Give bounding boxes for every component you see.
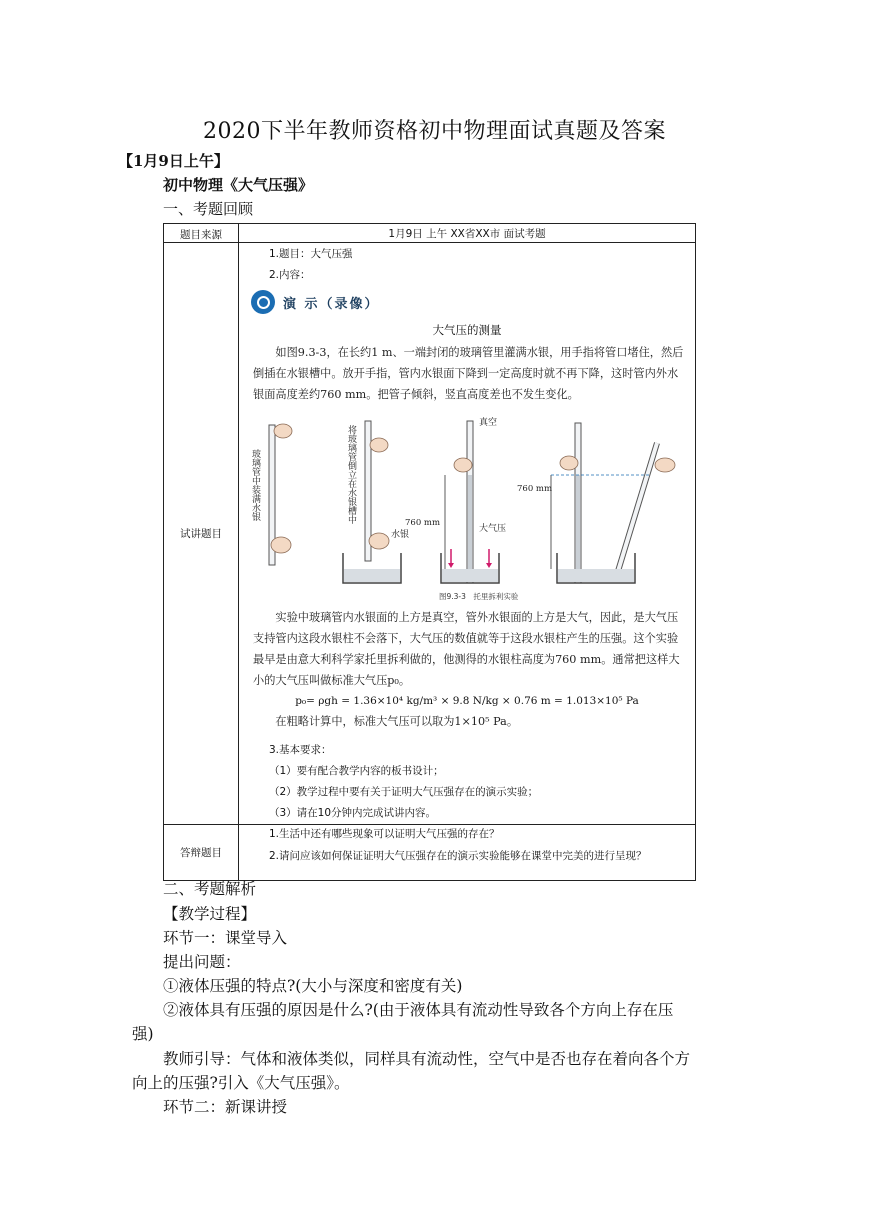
label-760-a: 760 mm <box>405 518 441 528</box>
question-2-line-2: 强) <box>132 1025 154 1043</box>
panel-invert-tube <box>343 421 409 583</box>
label-fill-tube: 玻璃管中装满水银 <box>250 449 260 521</box>
requirement-3: （3）请在10分钟内完成试讲内容。 <box>269 807 437 819</box>
section-analysis-heading: 二、考题解析 <box>163 880 257 898</box>
defense-question-1: 1.生活中还有哪些现象可以证明大气压强的存在？ <box>269 828 500 840</box>
trial-content <box>239 243 696 825</box>
trial-content-label: 2.内容： <box>269 269 311 281</box>
label-760-b: 760 mm <box>517 484 553 494</box>
session-heading: 【1月9日上午】 <box>118 152 229 170</box>
figure-caption: 图9.3-3 托里拆利实验 <box>439 592 519 601</box>
demo-icon <box>251 290 275 314</box>
teacher-guide-line-2: 向上的压强?引入《大气压强》。 <box>132 1074 350 1092</box>
defense-label: 答辩题目 <box>164 825 239 881</box>
section-review-heading: 一、考题回顾 <box>163 200 254 218</box>
panel-tilted <box>517 423 675 583</box>
source-value: 1月9日 上午 XX省XX市 面试考题 <box>239 224 696 243</box>
panel-vacuum <box>405 416 506 583</box>
teacher-guide-line-1: 教师引导：气体和液体类似，同样具有流动性，空气中是否也存在着向各个方 <box>163 1050 691 1068</box>
trial-label: 试讲题目 <box>164 243 239 825</box>
question-2-line-1: ②液体具有压强的原因是什么?(由于液体具有流动性导致各个方向上存在压 <box>163 1001 674 1019</box>
label-vacuum: 真空 <box>479 418 498 428</box>
requirement-2: （2）教学过程中要有关于证明大气压强存在的演示实验； <box>269 786 539 798</box>
demo-paragraph-1: 如图9.3-3，在长约1 m、一端封闭的玻璃管里灌满水银，用手指将管口堵住，然后倒插在水银槽中。放开手指，管内水银面下降到一定高度时就不再下降，这时管内外水银面高度差约760 mm。把管子倾斜，竖直高度差也不发生变化。 <box>253 346 684 401</box>
ask-question-label: 提出问题： <box>163 953 241 971</box>
question-table <box>163 223 696 881</box>
panel-fill-tube <box>250 424 292 565</box>
defense-question-2: 2.请问应该如何保证证明大气压强存在的演示实验能够在课堂中完美的进行呈现？ <box>269 850 647 862</box>
teaching-process-heading: 【教学过程】 <box>163 905 257 923</box>
demo-paragraph-3: 在粗略计算中，标准大气压可以取为1×10⁵ Pa。 <box>275 715 519 728</box>
trial-topic: 1.题目：大气压强 <box>269 248 353 260</box>
step-one-heading: 环节一：课堂导入 <box>163 929 288 947</box>
label-mercury: 水银 <box>391 530 410 540</box>
torricelli-figure <box>239 413 694 603</box>
source-label: 题目来源 <box>164 224 239 243</box>
label-invert: 将玻璃管倒立在水银槽中 <box>346 425 356 524</box>
step-two-heading: 环节二：新课讲授 <box>163 1098 288 1116</box>
label-pressure: 大气压 <box>479 524 507 534</box>
document-title: 2020下半年教师资格初中物理面试真题及答案 <box>203 119 666 144</box>
requirements-label: 3.基本要求： <box>269 744 332 756</box>
demo-header <box>239 286 695 314</box>
subject-heading: 初中物理《大气压强》 <box>163 176 314 194</box>
demo-paragraph-2: 实验中玻璃管内水银面的上方是真空，管外水银面的上方是大气，因此，是大气压支持管内这段水银柱不会落下，大气压的数值就等于这段水银柱产生的压强。这个实验最早是由意大利科学家托里拆利做的，他测得的水银柱高度为760 mm。通常把这样大小的大气压叫做标准大气压p₀。 <box>253 611 680 687</box>
defense-content <box>239 825 696 881</box>
demo-title: 大气压的测量 <box>432 323 502 337</box>
demo-label: 演 示（录像） <box>283 296 380 312</box>
question-1: ①液体压强的特点?(大小与深度和密度有关) <box>163 977 463 995</box>
requirement-1: （1）要有配合教学内容的板书设计； <box>269 765 444 777</box>
demo-formula: p₀= ρgh = 1.36×10⁴ kg/m³ × 9.8 N/kg × 0.76 m = 1.013×10⁵ Pa <box>295 695 639 707</box>
